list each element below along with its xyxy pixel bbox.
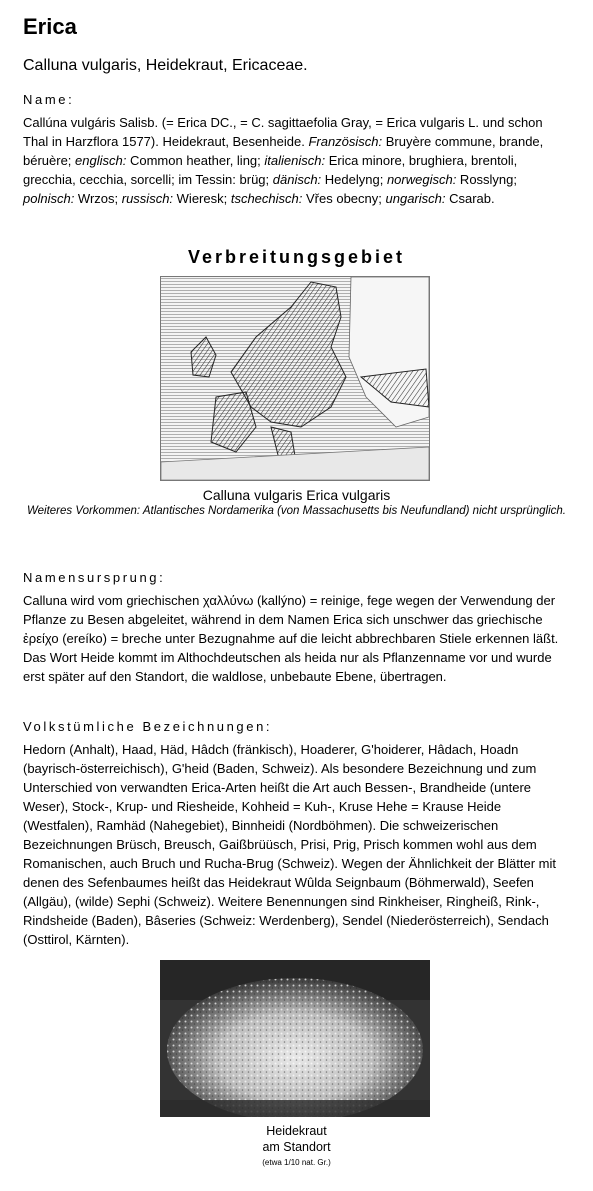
language-label: ungarisch: (385, 191, 446, 206)
name-text-segment: Vřes obecny; (302, 191, 386, 206)
name-text-segment: Wieresk; (173, 191, 231, 206)
name-text-segment: Erica minore, brughiera, brentoli, grecchia, cecchia, sorcelli; im Tessin: brüg; (23, 153, 518, 187)
name-text-segment: Csarab. (445, 191, 495, 206)
language-label: dänisch: (272, 172, 322, 187)
page-subtitle: Calluna vulgaris, Heidekraut, Ericaceae. (23, 57, 308, 74)
name-text-segment: Wrzos; (74, 191, 122, 206)
origin-heading: Namensursprung: (23, 570, 166, 585)
name-paragraph (23, 113, 571, 208)
photo-caption-line1: Heidekraut (266, 1124, 327, 1138)
popular-names-paragraph: Hedorn (Anhalt), Haad, Häd, Hâdch (fränkisch), Hoaderer, G'hoiderer, Hâdach, Hoadn (bayrisch-österreichisch), G'heid (Baden, Schweiz). Als besondere Bezeichnung und zum Unterschied von verwandten Erica-Arten heißt die Art auch Bessen-, Brandheide (untere Weser), Stock-, Krup- und Riesheide, Kohheid = Kuh-, Kruse Hehe = Krause Heide (Westfalen), Ramhäd (Nahegebiet), Binnheidi (Nordböhmen). Die schweizerischen Bezeichnungen Brüsch, Breusch, Gaißbrüüsch, Prisi, Prig, Prisch kommen wohl aus dem Romanischen, auch Bruch und Rucha-Brug (Schweiz). Wegen der Ähnlichkeit der Blätter mit denen des Sefenbaumes heißt das Heidekraut Wûlda Seignbaum (Böhmerwald), Seefen (Allgäu), (wilde) Sephi (Schweiz). Weitere Benennungen sind Rinkheiser, Ringheiß, Rink-, Rindsheide (Baden), Bâseries (Schweiz: Werdenberg), Sendel (Niederösterreich), Sendach (Osttirol, Kärnten). (23, 742, 557, 947)
popular-names-heading: Volkstümliche Bezeichnungen: (23, 719, 273, 734)
language-label: russisch: (121, 191, 174, 206)
name-text-segment: Common heather, ling; (126, 153, 265, 168)
language-label: englisch: (75, 153, 127, 168)
map-note: Weiteres Vorkommen: Atlantisches Nordamerika (von Massachusetts bis Neufundland) nicht ursprünglich. (26, 505, 567, 517)
origin-paragraph: Calluna wird vom griechischen χαλλύνω (kallýno) = reinige, fege wegen der Verwendung der Pflanze zu Besen abgeleitet, während in dem Namen Erica sich unschwer das griechische ἐρείχο (ereíko) = breche unter Bezugnahme auf die leicht abbrechbaren Stiele erkennen läßt. Das Wort Heide kommt im Althochdeutschen als heida nur als Pflanzenname vor und wurde erst später auf den Standort, die waldlose, unbebaute Ebene, übertragen. (23, 593, 559, 684)
page-title: Erica (23, 14, 77, 39)
map-title: Verbreitungsgebiet (187, 247, 406, 267)
name-text-segment: Rosslyng; (456, 172, 518, 187)
distribution-map-graphic (161, 277, 429, 480)
language-label: italienisch: (264, 153, 326, 168)
map-caption: Calluna vulgaris Erica vulgaris (202, 487, 391, 503)
heather-photo (160, 960, 430, 1117)
photo-caption (0, 1123, 593, 1155)
name-text-segment: Callúna vulgáris Salisb. (= Erica DC., = C. sagittaefolia Gray, = Erica vulgaris L. und schon Thal in Harzflora 1577). Heidekraut, Besenheide. (23, 115, 543, 149)
language-label: Französisch: (308, 134, 383, 149)
name-text-segment: Bruyère commune, brande, béruère; (23, 134, 544, 168)
photo-scale-note: (etwa 1/10 nat. Gr.) (262, 1158, 331, 1167)
heather-photo-graphic (160, 960, 430, 1117)
photo-caption-line2: am Standort (262, 1140, 331, 1154)
distribution-map (160, 276, 430, 481)
name-text-segment: Hedelyng; (321, 172, 387, 187)
language-label: polnisch: (23, 191, 75, 206)
name-heading: Name: (23, 92, 75, 107)
language-label: norwegisch: (386, 172, 457, 187)
language-label: tschechisch: (230, 191, 303, 206)
